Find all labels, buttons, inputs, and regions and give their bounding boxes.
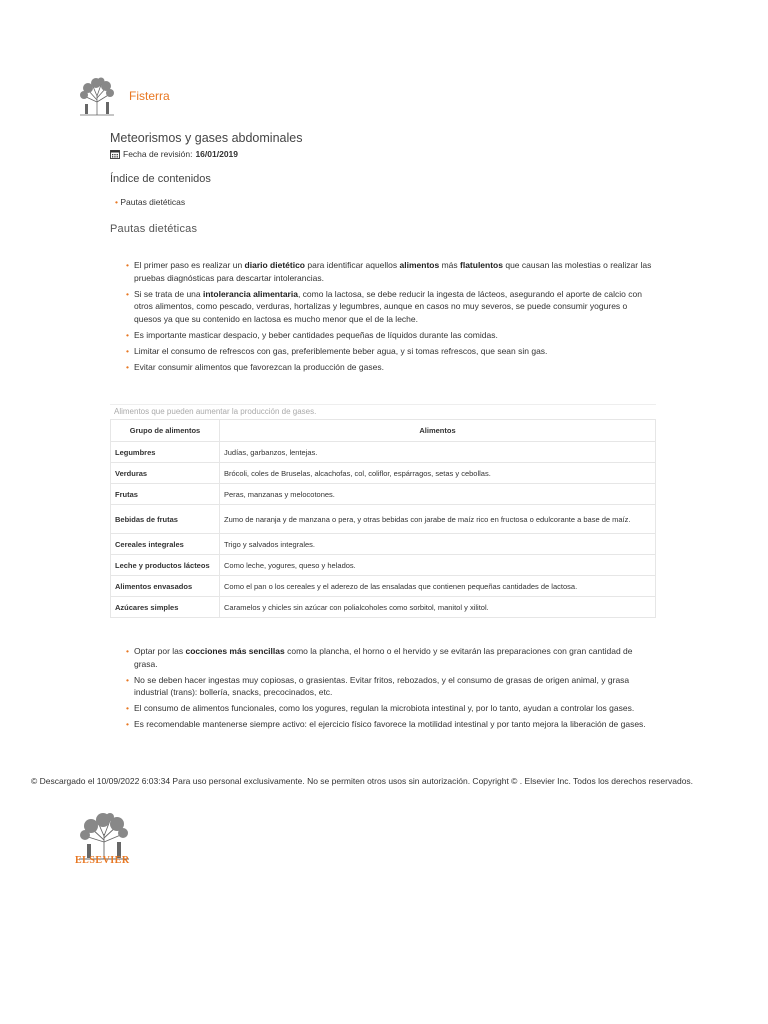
food-group-cell: Bebidas de frutas xyxy=(111,505,220,534)
header xyxy=(76,76,376,116)
table-row xyxy=(111,534,656,555)
food-group-cell: Alimentos envasados xyxy=(111,576,220,597)
bullet-dot: • xyxy=(126,329,129,340)
revision-label: Fecha de revisión: xyxy=(123,149,193,159)
food-group-cell: Cereales integrales xyxy=(111,534,220,555)
foods-cell: Trigo y salvados integrales. xyxy=(220,534,656,555)
food-group-cell: Frutas xyxy=(111,484,220,505)
list-item xyxy=(127,702,655,715)
table-header-row xyxy=(111,420,656,442)
toc-item-label[interactable]: Pautas dietéticas xyxy=(120,197,186,207)
elsevier-wordmark: ELSEVIER xyxy=(75,855,130,866)
bullet-dot: • xyxy=(126,703,129,714)
copyright-notice: © Descargado el 10/09/2022 6:03:34 Para uso personal exclusivamente. No se permiten otros usos sin autorización. Copyright © . Elsevier Inc. Todos los derechos reservados. xyxy=(31,776,694,786)
list-item xyxy=(127,288,655,326)
section-title: Pautas dietéticas xyxy=(110,223,198,235)
header-group: Grupo de alimentos xyxy=(111,420,220,442)
table-row xyxy=(111,463,656,484)
revision-date: 16/01/2019 xyxy=(195,149,238,159)
tree-logo-icon xyxy=(76,76,118,116)
table-row xyxy=(111,576,656,597)
table-row xyxy=(111,597,656,618)
cooking-guidelines-list xyxy=(127,645,655,734)
list-item xyxy=(127,674,655,699)
body-text: , como la lactosa, se debe reducir la ingesta de lácteos, asegurando el aporte de calcio con otros alimentos, como pescado, verduras, hortalizas y legumbres, aunque en casos no muy severos, se puede consumir yogures o quesos ya que su contenido en lactosa es mucho menor que el de la leche. xyxy=(134,288,642,324)
bullet-dot: • xyxy=(126,674,129,685)
list-item xyxy=(127,345,655,358)
body-text: Optar por las xyxy=(134,646,186,656)
bullet-dot: • xyxy=(126,288,129,299)
foods-cell: Peras, manzanas y melocotones. xyxy=(220,484,656,505)
emphasis-text: intolerancia alimentaria xyxy=(203,288,298,299)
body-text: que causan las molestias o realizar las pruebas diagnósticas para descartar intolerancias. xyxy=(134,260,652,283)
foods-table-container xyxy=(110,404,656,618)
body-text: El primer paso es realizar un xyxy=(134,260,245,270)
bullet-dot: • xyxy=(126,260,129,270)
table-row xyxy=(111,505,656,534)
table-row xyxy=(111,484,656,505)
list-item xyxy=(127,329,655,342)
foods-cell: Judías, garbanzos, lentejas. xyxy=(220,442,656,463)
bullet-dot: • xyxy=(126,345,129,356)
body-text: El consumo de alimentos funcionales, como los yogures, regulan la microbiota intestinal y, por lo tanto, ayudan a controlar los gases. xyxy=(134,703,635,714)
bullet-dot: • xyxy=(126,361,129,372)
table-caption: Alimentos que pueden aumentar la producción de gases. xyxy=(110,404,656,419)
emphasis-text: diario dietético xyxy=(244,260,306,270)
food-group-cell: Legumbres xyxy=(111,442,220,463)
toc-title: Índice de contenidos xyxy=(110,173,211,185)
document-title: Meteorismos y gases abdominales xyxy=(110,131,303,146)
list-item xyxy=(127,259,655,284)
emphasis-text: cocciones más sencillas xyxy=(185,646,285,656)
list-item xyxy=(127,645,655,670)
food-group-cell: Azúcares simples xyxy=(111,597,220,618)
revision-date-line xyxy=(110,149,238,159)
foods-cell: Caramelos y chicles sin azúcar con polialcoholes como sorbitol, manitol y xilitol. xyxy=(220,597,656,618)
body-text: como la plancha, el horno o el hervido y se evitarán las preparaciones con gran cantidad de grasa. xyxy=(134,646,633,669)
foods-cell: Zumo de naranja y de manzana o pera, y otras bebidas con jarabe de maíz rico en fructosa o edulcorante a base de maíz. xyxy=(220,505,656,534)
bullet-dot: • xyxy=(115,197,118,207)
body-text: para identificar aquellos xyxy=(305,260,400,270)
foods-table xyxy=(110,419,656,618)
toc-item-pautas[interactable] xyxy=(115,197,185,207)
food-group-cell: Verduras xyxy=(111,463,220,484)
list-item xyxy=(127,718,655,731)
food-group-cell: Leche y productos lácteos xyxy=(111,555,220,576)
body-text: Limitar el consumo de refrescos con gas, preferiblemente beber agua, y si tomas refrescos, que sean sin gas. xyxy=(134,345,548,356)
emphasis-text: flatulentos xyxy=(460,260,503,270)
body-text: Evitar consumir alimentos que favorezcan la producción de gases. xyxy=(134,361,384,372)
body-text: Si se trata de una xyxy=(134,288,203,299)
foods-cell: Como el pan o los cereales y el aderezo de las ensaladas que contienen pequeñas cantidades de lactosa. xyxy=(220,576,656,597)
bullet-dot: • xyxy=(126,646,129,656)
body-text: más xyxy=(439,260,460,270)
foods-cell: Brócoli, coles de Bruselas, alcachofas, col, coliflor, espárragos, setas y cebollas. xyxy=(220,463,656,484)
calendar-icon xyxy=(110,149,120,159)
table-row xyxy=(111,442,656,463)
dietary-guidelines-list xyxy=(127,259,655,377)
emphasis-text: alimentos xyxy=(399,260,440,270)
header-foods: Alimentos xyxy=(220,420,656,442)
body-text: Es recomendable mantenerse siempre activo: el ejercicio físico favorece la motilidad intestinal y por tanto mejora la liberación de gases. xyxy=(134,719,646,730)
list-item xyxy=(127,361,655,374)
bullet-dot: • xyxy=(126,719,129,730)
body-text: Es importante masticar despacio, y beber cantidades pequeñas de líquidos durante las comidas. xyxy=(134,329,498,340)
brand-name[interactable]: Fisterra xyxy=(129,89,170,103)
table-row xyxy=(111,555,656,576)
foods-cell: Como leche, yogures, queso y helados. xyxy=(220,555,656,576)
body-text: No se deben hacer ingestas muy copiosas, o grasientas. Evitar fritos, rebozados, y el consumo de grasas de origen animal, y grasa industrial (trans): bollería, snacks, precocinados, etc. xyxy=(134,674,630,698)
